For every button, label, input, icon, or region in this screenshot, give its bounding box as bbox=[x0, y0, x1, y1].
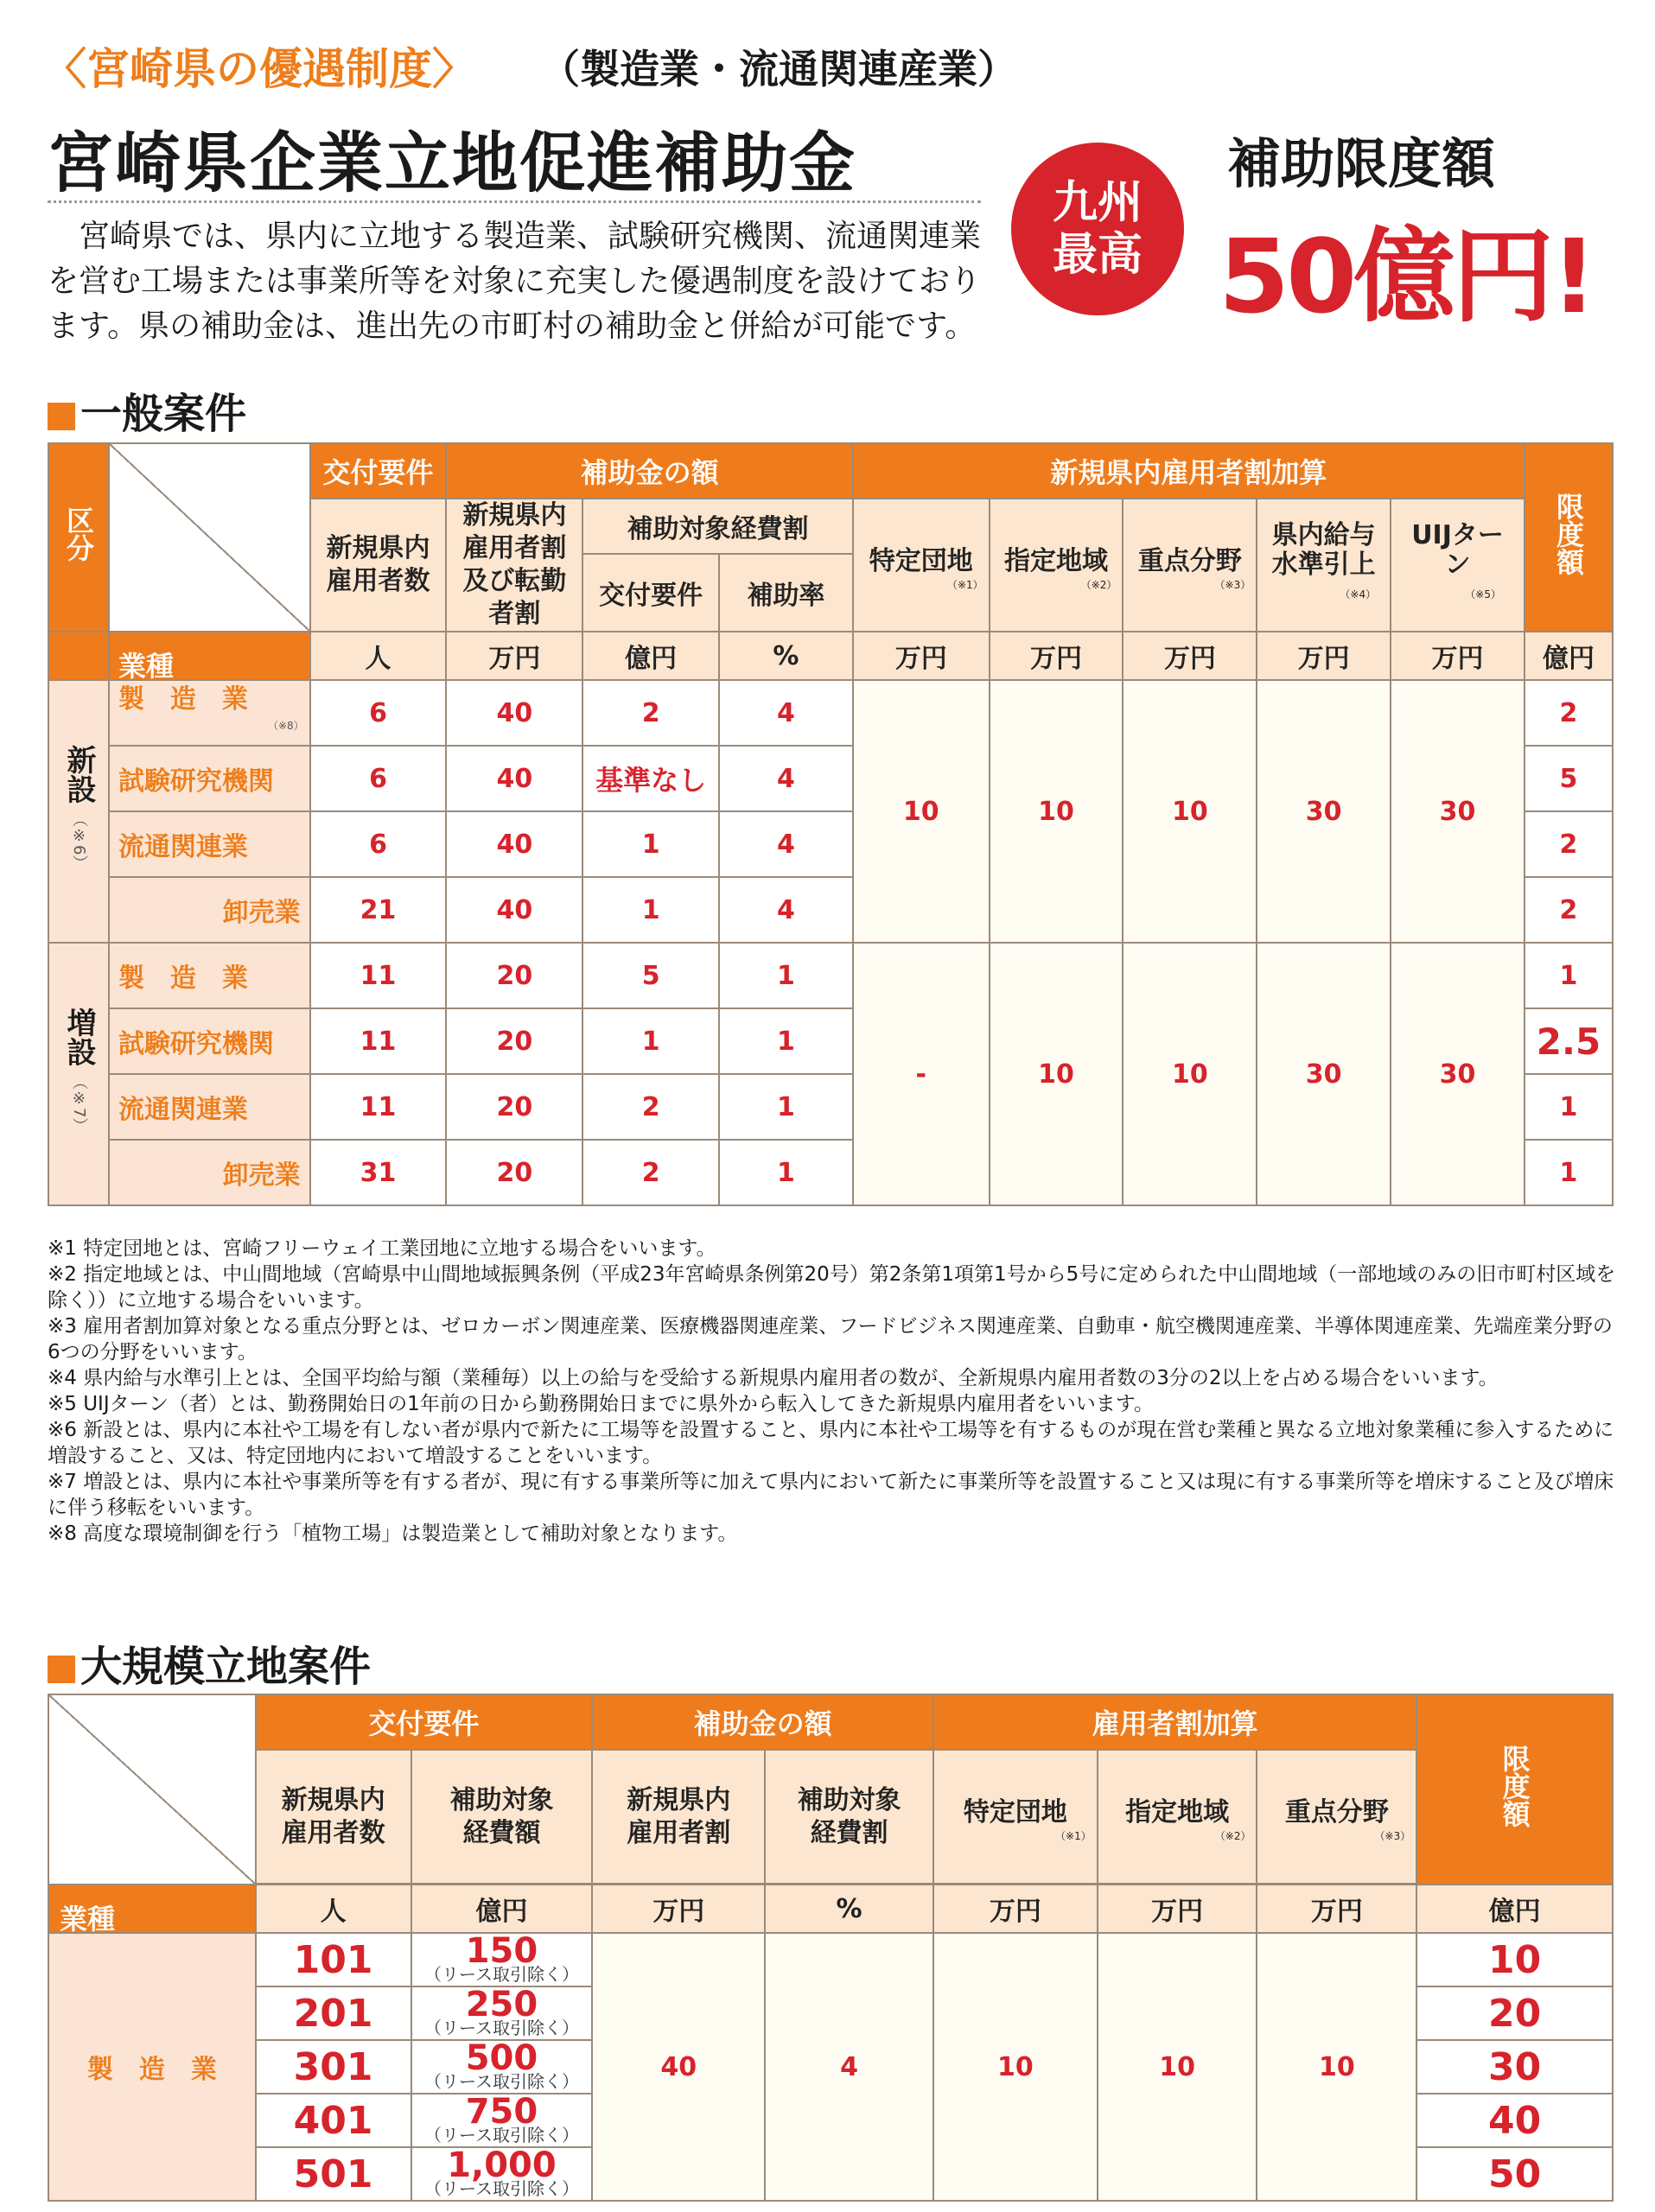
kofu2-header: 交付要件 bbox=[582, 554, 719, 632]
large-keihigaku-header: 補助対象経費額 bbox=[411, 1750, 593, 1884]
section-general-title: 一般案件 bbox=[48, 380, 246, 440]
large-kasan-header: 雇用者割加算 bbox=[933, 1694, 1416, 1750]
add-kyuyo-new: 30 bbox=[1257, 680, 1391, 943]
table-row bbox=[48, 680, 1613, 746]
value-cell: 1 bbox=[582, 877, 719, 943]
limit-cell: 40 bbox=[1416, 2094, 1613, 2147]
corner-header bbox=[109, 443, 310, 683]
unit: 万円 bbox=[1123, 632, 1257, 680]
large-keihiwari: 4 bbox=[765, 1933, 933, 2201]
footnote: ※8 高度な環境制御を行う「植物工場」は製造業として補助対象となります。 bbox=[48, 1522, 738, 1545]
youken-label: 要件等 bbox=[200, 460, 283, 493]
koyo-header: 新規県内雇用者割及び転勤者割 bbox=[446, 499, 582, 632]
limit-cell: 1 bbox=[1525, 1140, 1613, 1205]
large-add-shitei: 10 bbox=[1098, 1933, 1257, 2201]
keihi-header: 補助対象経費割 bbox=[582, 499, 853, 554]
value-cell: 500 （リース取引除く） bbox=[411, 2040, 593, 2094]
value-cell: 40 bbox=[446, 746, 582, 811]
footnote: ※3 雇用者割加算対象となる重点分野とは、ゼロカーボン関連産業、医療機器関連産業、フードビジネス関連産業、自動車・航空機関連産業、半導体関連産業、先端産業分野の6つの分野をいいます。 bbox=[48, 1315, 1613, 1363]
limit-cell: 2 bbox=[1525, 877, 1613, 943]
footnote: ※2 指定地域とは、中山間地域（宮崎県中山間地域振興条例（平成23年宮崎県条例第20号）第2条第1項第1号から5号に定められた中山間地域（一部地域のみの旧市町村区域を除く））に立地する場合をいいます。 bbox=[48, 1263, 1616, 1312]
unit: 万円 bbox=[592, 1885, 765, 1933]
limit-cell: 2 bbox=[1525, 680, 1613, 746]
value-cell: 6 bbox=[310, 811, 447, 877]
unit: 万円 bbox=[933, 1885, 1098, 1933]
unit: 億円 bbox=[582, 632, 719, 680]
add-uij-new: 30 bbox=[1391, 680, 1525, 943]
limit-label: 補助限度額 bbox=[1227, 132, 1496, 195]
add-shitei-exp: 10 bbox=[990, 943, 1123, 1205]
add-tokutei-exp: - bbox=[853, 943, 990, 1205]
limit-cell: 50 bbox=[1416, 2147, 1613, 2201]
units-row bbox=[48, 1885, 1613, 1933]
value-cell: 11 bbox=[310, 1008, 447, 1074]
add-kyuyo-exp: 30 bbox=[1257, 943, 1391, 1205]
value-cell: 31 bbox=[310, 1140, 447, 1205]
unit: 人 bbox=[310, 632, 447, 680]
value-cell: 6 bbox=[310, 746, 447, 811]
kubun-spacer bbox=[48, 632, 109, 680]
footnote: ※6 新設とは、県内に本社や工場を有しない者が県内で新たに工場等を設置すること、県内に本社や工場等を有するものが現在営む業種と異なる立地対象業種に参入するために増設すること、又は、特定団地内において増設することをいいます。 bbox=[48, 1419, 1614, 1467]
footnote: ※4 県内給与水準引上とは、全国平均給与額（業種毎）以上の給与を受給する新規県内雇用者の数が、全新規県内雇用者数の3分の2以上を占める場合をいいます。 bbox=[48, 1367, 1499, 1389]
value-cell: 4 bbox=[719, 746, 853, 811]
value-cell: 301 bbox=[256, 2040, 411, 2094]
juten-header: 重点分野 （※3） bbox=[1123, 499, 1257, 632]
large-add-juten: 10 bbox=[1257, 1933, 1416, 2201]
value-cell: 20 bbox=[446, 943, 582, 1008]
unit: 億円 bbox=[411, 1885, 593, 1933]
value-cell: 1 bbox=[719, 943, 853, 1008]
table-row bbox=[48, 943, 1613, 1008]
limit-cell: 1 bbox=[1525, 943, 1613, 1008]
large-kofu-header: 交付要件 bbox=[256, 1694, 593, 1750]
limit-cell: 10 bbox=[1416, 1933, 1613, 1986]
large-shinki-header: 新規県内雇用者数 bbox=[256, 1750, 411, 1884]
large-koyowari-header: 新規県内雇用者割 bbox=[592, 1750, 765, 1884]
section-large-title: 大規模立地案件 bbox=[48, 1633, 371, 1693]
value-cell: 1 bbox=[719, 1074, 853, 1140]
title-divider bbox=[48, 200, 981, 203]
gyoshu-label: 業種 bbox=[60, 1903, 116, 1936]
youken-label: 要件等 bbox=[159, 1711, 243, 1744]
category-cell: 試験研究機関 bbox=[109, 1008, 310, 1074]
value-cell: 40 bbox=[446, 877, 582, 943]
value-cell: 1 bbox=[719, 1008, 853, 1074]
category-cell: 製 造 業 bbox=[109, 943, 310, 1008]
large-juten-header: 重点分野 （※3） bbox=[1257, 1750, 1416, 1884]
gendo-header: 限度額 bbox=[1525, 443, 1613, 632]
value-cell: 2 bbox=[582, 1140, 719, 1205]
sub-title: （製造業・流通関連産業） bbox=[540, 46, 1017, 92]
unit: 万円 bbox=[1257, 1885, 1416, 1933]
kyuyo-header: 県内給与水準引上 （※4） bbox=[1257, 499, 1391, 632]
unit: 万円 bbox=[853, 632, 990, 680]
limit-cell: 20 bbox=[1416, 1986, 1613, 2040]
value-cell: 201 bbox=[256, 1986, 411, 2040]
value-cell: 2 bbox=[582, 1074, 719, 1140]
ritsu-header: 補助率 bbox=[719, 554, 853, 632]
unit: 億円 bbox=[1416, 1885, 1613, 1933]
category-cell: 卸売業 bbox=[109, 877, 310, 943]
shitei-header: 指定地域 （※2） bbox=[990, 499, 1123, 632]
limit-cell: 2 bbox=[1525, 811, 1613, 877]
unit: 万円 bbox=[1391, 632, 1525, 680]
value-cell: 40 bbox=[446, 680, 582, 746]
value-cell: 2 bbox=[582, 680, 719, 746]
value-cell: 4 bbox=[719, 811, 853, 877]
large-hojo-header: 補助金の額 bbox=[592, 1694, 933, 1750]
value-cell: 1 bbox=[719, 1140, 853, 1205]
shinki-header: 新規県内雇用者数 bbox=[310, 499, 447, 632]
add-shitei-new: 10 bbox=[990, 680, 1123, 943]
value-cell: 20 bbox=[446, 1074, 582, 1140]
badge-line2: 最高 bbox=[1052, 229, 1143, 281]
large-koyowari: 40 bbox=[592, 1933, 765, 2201]
value-cell: 4 bbox=[719, 877, 853, 943]
value-cell: 20 bbox=[446, 1140, 582, 1205]
unit: 億円 bbox=[1525, 632, 1613, 680]
category-cell: 卸売業 bbox=[109, 1140, 310, 1205]
limit-cell: 30 bbox=[1416, 2040, 1613, 2094]
zosetsu-label: 増設 （※7） bbox=[48, 943, 109, 1205]
value-cell: 750 （リース取引除く） bbox=[411, 2094, 593, 2147]
section-marker bbox=[48, 403, 75, 430]
large-shitei-header: 指定地域 （※2） bbox=[1098, 1750, 1257, 1884]
gyoshu-label: 業種 bbox=[118, 650, 174, 683]
main-title: 宮崎県企業立地促進補助金 bbox=[48, 124, 856, 201]
value-cell: 6 bbox=[310, 680, 447, 746]
limit-cell: 1 bbox=[1525, 1074, 1613, 1140]
large-add-tokutei: 10 bbox=[933, 1933, 1098, 2201]
category-cell: 試験研究機関 bbox=[109, 746, 310, 811]
large-gendo-header: 限度額 bbox=[1416, 1694, 1613, 1885]
unit: 万円 bbox=[446, 632, 582, 680]
value-cell: 1,000 （リース取引除く） bbox=[411, 2147, 593, 2201]
general-table bbox=[48, 442, 1614, 1206]
kasan-header: 新規県内雇用者割加算 bbox=[853, 443, 1525, 499]
footnote: ※5 UIJターン（者）とは、勤務開始日の1年前の日から勤務開始日までに県外から転入してきた新規県内雇用者をいいます。 bbox=[48, 1393, 1154, 1415]
uij-header: UIJターン （※5） bbox=[1391, 499, 1525, 632]
kubun-header: 区分 bbox=[48, 443, 109, 632]
category-cell: 流通関連業 bbox=[109, 811, 310, 877]
value-cell: 1 bbox=[582, 1008, 719, 1074]
footnote: ※1 特定団地とは、宮崎フリーウェイ工業団地に立地する場合をいいます。 bbox=[48, 1237, 716, 1260]
value-cell: 基準なし bbox=[582, 746, 719, 811]
add-juten-exp: 10 bbox=[1123, 943, 1257, 1205]
bracket-title: 〈宮崎県の優遇制度〉 bbox=[43, 44, 475, 94]
value-cell: 101 bbox=[256, 1933, 411, 1986]
large-keihiwari-header: 補助対象経費割 bbox=[765, 1750, 933, 1884]
limit-cell: 2.5 bbox=[1525, 1008, 1613, 1074]
shinsetsu-label: 新設 （※6） bbox=[48, 680, 109, 943]
kyushu-badge bbox=[1011, 143, 1184, 315]
badge-line1: 九州 bbox=[1052, 177, 1143, 229]
category-cell: 製 造 業 （※8） bbox=[109, 680, 310, 746]
add-tokutei-new: 10 bbox=[853, 680, 990, 943]
add-juten-new: 10 bbox=[1123, 680, 1257, 943]
industry-cell: 製 造 業 bbox=[48, 1933, 256, 2201]
value-cell: 5 bbox=[582, 943, 719, 1008]
value-cell: 4 bbox=[719, 680, 853, 746]
unit: 万円 bbox=[1257, 632, 1391, 680]
units-row bbox=[48, 632, 1613, 680]
category-cell: 流通関連業 bbox=[109, 1074, 310, 1140]
hojo-header: 補助金の額 bbox=[446, 443, 852, 499]
value-cell: 20 bbox=[446, 1008, 582, 1074]
section-marker bbox=[48, 1656, 75, 1683]
add-uij-exp: 30 bbox=[1391, 943, 1525, 1205]
footnotes bbox=[48, 1236, 1616, 1547]
limit-cell: 5 bbox=[1525, 746, 1613, 811]
value-cell: 501 bbox=[256, 2147, 411, 2201]
large-tokutei-header: 特定団地 （※1） bbox=[933, 1750, 1098, 1884]
limit-amount: 50億円! bbox=[1219, 217, 1595, 336]
value-cell: 150 （リース取引除く） bbox=[411, 1933, 593, 1986]
value-cell: 11 bbox=[310, 943, 447, 1008]
tokutei-header: 特定団地 （※1） bbox=[853, 499, 990, 632]
kofu-header: 交付要件 bbox=[310, 443, 447, 499]
intro-text: 宮崎県では、県内に立地する製造業、試験研究機関、流通関連業を営む工場または事業所等を対象に充実した優遇制度を設けております。県の補助金は、進出先の市町村の補助金と併給が可能です。 bbox=[48, 219, 982, 344]
value-cell: 40 bbox=[446, 811, 582, 877]
value-cell: 250 （リース取引除く） bbox=[411, 1986, 593, 2040]
large-table bbox=[48, 1694, 1614, 2202]
table-row bbox=[48, 1933, 1613, 1986]
large-corner-header bbox=[48, 1694, 256, 1936]
value-cell: 401 bbox=[256, 2094, 411, 2147]
unit: % bbox=[765, 1885, 933, 1933]
value-cell: 11 bbox=[310, 1074, 447, 1140]
value-cell: 21 bbox=[310, 877, 447, 943]
unit: 万円 bbox=[990, 632, 1123, 680]
unit: 人 bbox=[256, 1885, 411, 1933]
unit: 万円 bbox=[1098, 1885, 1257, 1933]
value-cell: 1 bbox=[582, 811, 719, 877]
footnote: ※7 増設とは、県内に本社や事業所等を有する者が、現に有する事業所等に加えて県内において新たに事業所等を設置すること又は現に有する事業所等を増床すること及び増床に伴う移転をいいます。 bbox=[48, 1471, 1614, 1519]
unit: % bbox=[719, 632, 853, 680]
